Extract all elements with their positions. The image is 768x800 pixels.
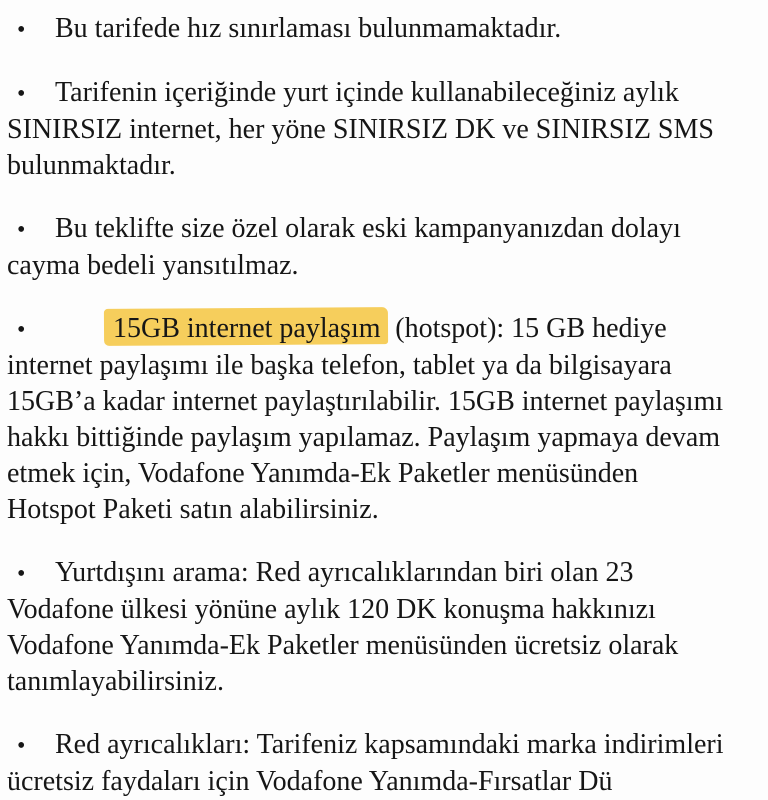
highlighted-text: 15GB internet paylaşım bbox=[113, 313, 381, 344]
text-line bbox=[7, 11, 764, 48]
text-line: 15GB’a kadar internet paylaştırılabilir. 15GB internet paylaşımı bbox=[7, 386, 724, 417]
text-line bbox=[7, 727, 764, 764]
text-line: internet paylaşımı ile başka telefon, tablet ya da bilgisayara bbox=[7, 350, 672, 381]
bullet-paragraph-international-calls bbox=[7, 555, 764, 700]
paragraph-text: Bu tarifede hız sınırlaması bulunmamaktadır. bbox=[55, 13, 562, 44]
bullet-paragraph-red-privileges bbox=[7, 727, 764, 800]
text-line bbox=[7, 75, 764, 112]
bullet-marker: • bbox=[17, 561, 26, 587]
text-line bbox=[7, 555, 764, 592]
bullet-paragraph-cancellation-fee bbox=[7, 211, 764, 284]
text-line: etmek için, Vodafone Yanımda-Ek Paketler menüsünden bbox=[7, 458, 639, 489]
text-line: SINIRSIZ internet, her yöne SINIRSIZ DK ve SINIRSIZ SMS bbox=[7, 114, 714, 145]
paragraph-text: Bu teklifte size özel olarak eski kampanyanızdan dolayı bbox=[55, 213, 681, 244]
text-line bbox=[7, 211, 764, 248]
text-line-partially-cut: ücretsiz faydaları için Vodafone Yanımda-Fırsatlar Dü bbox=[7, 766, 613, 797]
bullet-paragraph-hotspot bbox=[7, 311, 764, 528]
text-line: Hotspot Paketi satın alabilirsiniz. bbox=[7, 494, 379, 525]
paragraph-text: Red ayrıcalıkları: Tarifeniz kapsamındaki marka indirimleri bbox=[55, 729, 724, 760]
text-line: Vodafone ülkesi yönüne aylık 120 DK konuşma hakkınızı bbox=[7, 594, 656, 625]
bullet-marker: • bbox=[17, 733, 26, 759]
paragraph-text: ı (hotspot): 15 GB hediye bbox=[380, 313, 667, 344]
text-line: Vodafone Yanımda-Ek Paketler menüsünden ücretsiz olarak bbox=[7, 630, 679, 661]
text-line bbox=[7, 311, 764, 348]
paragraph-text: Yurtdışını arama: Red ayrıcalıklarından biri olan 23 bbox=[55, 557, 634, 588]
bullet-marker: • bbox=[17, 81, 26, 107]
text-line: tanımlayabilirsiniz. bbox=[7, 666, 224, 697]
bullet-paragraph-speed-limit bbox=[7, 11, 764, 48]
bullet-marker: • bbox=[17, 317, 26, 343]
text-line: bulunmaktadır. bbox=[7, 150, 176, 181]
bullet-marker: • bbox=[17, 17, 26, 43]
bullet-marker: • bbox=[17, 217, 26, 243]
text-line: hakkı bittiğinde paylaşım yapılamaz. Paylaşım yapmaya devam bbox=[7, 422, 721, 453]
bullet-paragraph-tariff-content bbox=[7, 75, 764, 184]
paragraph-text: Tarifenin içeriğinde yurt içinde kullanabileceğiniz aylık bbox=[55, 77, 679, 108]
text-line: cayma bedeli yansıtılmaz. bbox=[7, 250, 299, 281]
